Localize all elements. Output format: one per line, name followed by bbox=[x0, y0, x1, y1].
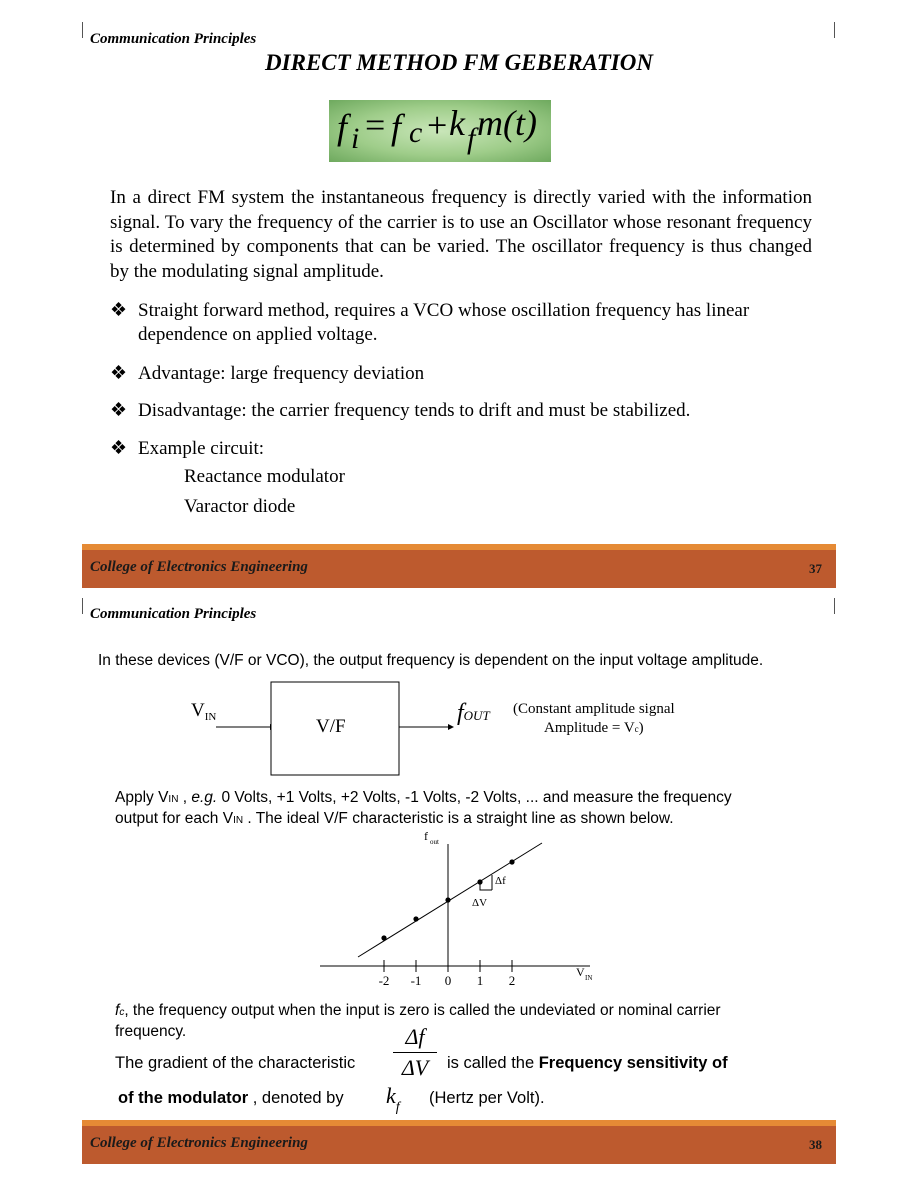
bullet-vco bbox=[110, 299, 812, 349]
bullet-icon: ❖ bbox=[110, 438, 128, 459]
left-margin-mark bbox=[82, 598, 83, 614]
delta-f-label: Δf bbox=[495, 875, 506, 887]
x-axis-label-sub: IN bbox=[585, 974, 593, 982]
fout-label: fOUT bbox=[457, 700, 490, 726]
page-title: DIRECT METHOD FM GEBERATION bbox=[265, 50, 653, 75]
bullet-icon: ❖ bbox=[110, 300, 128, 321]
data-point bbox=[413, 916, 418, 921]
page-footer bbox=[82, 1120, 836, 1164]
apply-instructions: Apply VIN , e.g. 0 Volts, +1 Volts, +2 Volts, -1 Volts, -2 Volts, ... and measure the frequency output for each VIN . The ideal V/F characteristic is a straight line as shown below. bbox=[115, 789, 732, 827]
vf-box-label: V/F bbox=[316, 716, 346, 737]
bullet-advantage bbox=[110, 362, 812, 388]
page-number: 37 bbox=[809, 561, 822, 576]
intro-paragraph: In a direct FM system the instantaneous frequency is directly varied with the information signal. To vary the frequency of the carrier is to use an Oscillator whose resonant frequency is determined by components that can be varied. The oscillator frequency is thus changed by the modulating signal amplitude. bbox=[110, 187, 812, 282]
page-footer bbox=[82, 544, 836, 588]
delta-v-label: ΔV bbox=[472, 897, 488, 909]
gradient-text-b: is called the Frequency sensitivity of bbox=[447, 1054, 728, 1072]
kf-symbol: $k_f$ bbox=[386, 1083, 400, 1115]
example-reactance: Reactance modulator bbox=[184, 466, 345, 487]
vin-label: $V_{IN}$ bbox=[191, 700, 217, 723]
fraction-numerator: Δf bbox=[405, 1024, 425, 1049]
x-axis-label: V bbox=[576, 965, 585, 979]
left-margin-mark bbox=[82, 22, 83, 38]
page-number: 38 bbox=[809, 1137, 822, 1152]
gradient-fraction bbox=[393, 1024, 437, 1081]
bullet-text: Disadvantage: the carrier frequency tends to drift and must be stabilized. bbox=[138, 400, 691, 421]
right-margin-mark bbox=[834, 22, 835, 38]
footer-college: College of Electronics Engineering bbox=[90, 559, 308, 575]
bullet-text: Example circuit: bbox=[138, 438, 265, 459]
bullet-example bbox=[110, 437, 812, 463]
x-tick-label: -1 bbox=[410, 973, 422, 988]
vf-characteristic-chart bbox=[300, 826, 610, 994]
x-tick-label: 1 bbox=[476, 973, 484, 988]
y-axis-label-sub: out bbox=[430, 838, 439, 846]
gradient-text-c: of the modulator , denoted by bbox=[118, 1089, 344, 1107]
example-varactor: Varactor diode bbox=[184, 496, 296, 517]
fraction-denominator: ΔV bbox=[401, 1055, 429, 1080]
bullet-disadvantage bbox=[110, 399, 812, 425]
bullet-text: Straight forward method, requires a VCO whose oscillation frequency has linear dependence on applied voltage. bbox=[138, 300, 750, 345]
y-axis-label: f bbox=[424, 829, 428, 843]
vco-intro: In these devices (V/F or VCO), the output frequency is dependent on the input voltage amplitude. bbox=[98, 652, 764, 669]
x-tick-label: 2 bbox=[508, 973, 516, 988]
bullet-icon: ❖ bbox=[110, 400, 128, 421]
x-tick-label: 0 bbox=[444, 973, 452, 988]
data-point bbox=[509, 859, 514, 864]
bullet-text: Advantage: large frequency deviation bbox=[138, 363, 425, 384]
kf-units: (Hertz per Volt). bbox=[429, 1089, 545, 1107]
footer-college: College of Electronics Engineering bbox=[90, 1135, 308, 1151]
page-header: Communication Principles bbox=[90, 606, 257, 622]
right-margin-mark bbox=[834, 598, 835, 614]
data-point bbox=[445, 897, 450, 902]
fc-definition: fc, the frequency output when the input is zero is called the undeviated or nominal carrier frequency. bbox=[115, 1002, 721, 1040]
data-point bbox=[477, 879, 482, 884]
page-header: Communication Principles bbox=[90, 31, 257, 47]
data-point bbox=[381, 935, 386, 940]
fm-formula: f i = f c + k f m(t) bbox=[329, 100, 551, 162]
output-note: (Constant amplitude signal Amplitude = Vc) bbox=[513, 701, 675, 736]
gradient-text-a: The gradient of the characteristic bbox=[115, 1054, 356, 1072]
x-tick-label: -2 bbox=[378, 973, 390, 988]
bullet-icon: ❖ bbox=[110, 363, 128, 384]
